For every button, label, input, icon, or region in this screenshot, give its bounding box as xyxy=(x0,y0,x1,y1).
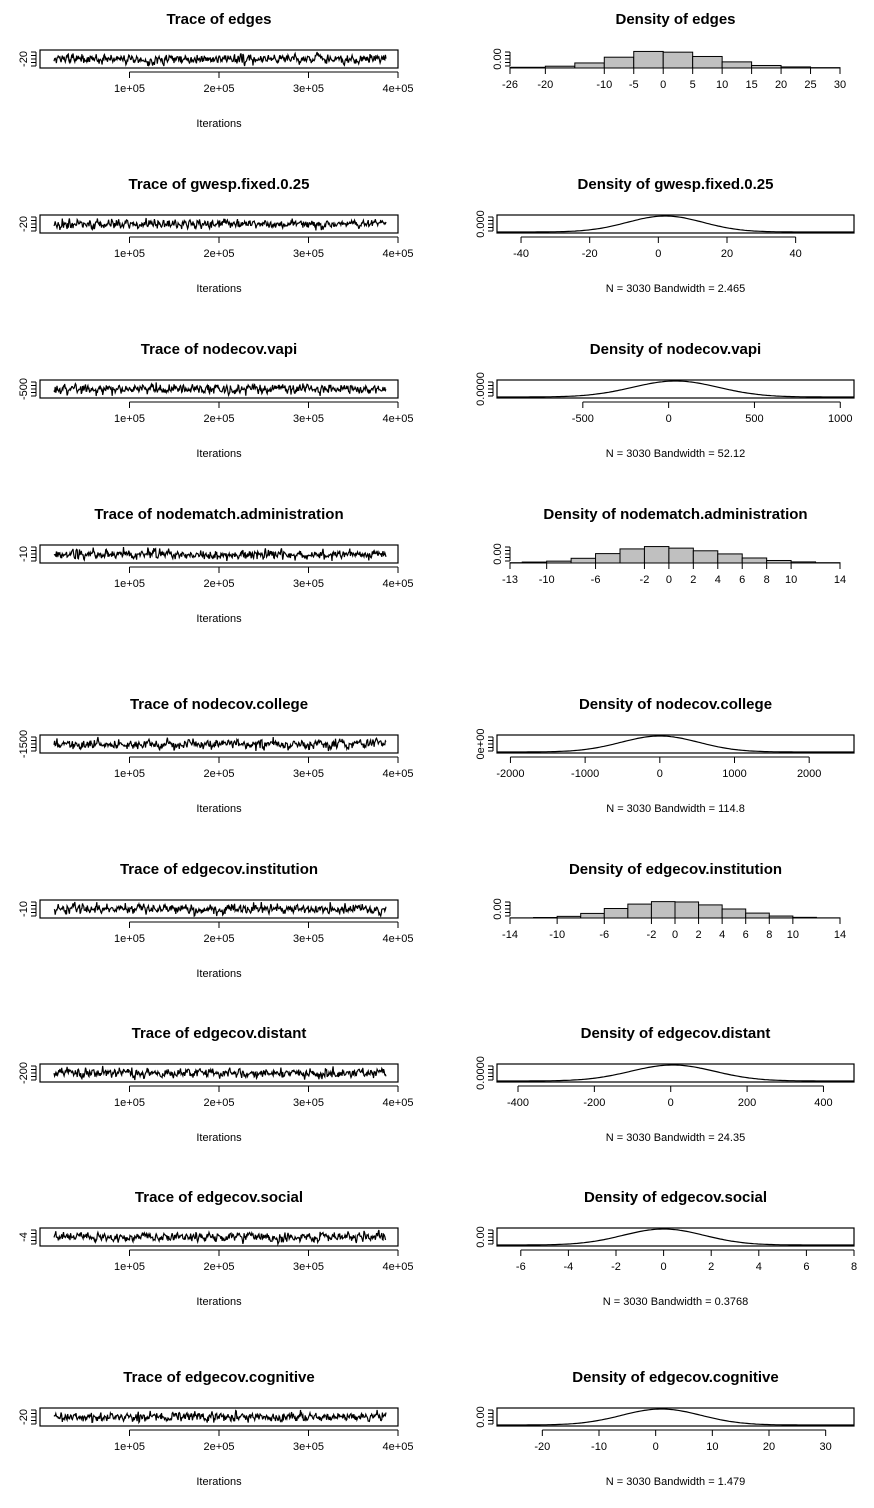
x-tick-label: 4e+05 xyxy=(382,933,414,945)
x-tick-label: 10 xyxy=(786,929,799,941)
x-tick-label: 10 xyxy=(716,79,729,91)
y-tick-label: 0e+00 xyxy=(475,728,487,760)
density-panel-0 xyxy=(492,11,846,91)
x-tick-label: 1e+05 xyxy=(114,768,145,780)
x-tick-label: 1e+05 xyxy=(114,933,145,945)
x-tick-label: 4 xyxy=(755,1261,762,1273)
x-axis-label: N = 3030 Bandwidth = 1.479 xyxy=(605,1476,746,1488)
histogram-bar xyxy=(793,917,817,918)
x-tick-label: 200 xyxy=(737,1097,757,1109)
density-panel-4 xyxy=(475,696,854,815)
histogram-bar xyxy=(604,57,633,68)
y-axis xyxy=(492,48,510,69)
y-tick-label: -4 xyxy=(18,1232,30,1242)
x-tick-label: 2e+05 xyxy=(203,1261,235,1273)
plot-frame xyxy=(497,380,854,398)
x-tick-label: -40 xyxy=(513,248,529,260)
density-panel-3 xyxy=(492,506,846,586)
density-curve xyxy=(497,736,854,752)
x-tick-label: 2 xyxy=(708,1261,715,1273)
x-tick-label: 3e+05 xyxy=(293,1261,324,1273)
histogram-bar xyxy=(596,554,620,563)
y-tick-label: -20 xyxy=(18,1409,30,1425)
x-tick-label: 15 xyxy=(745,79,758,91)
x-tick-label: 2e+05 xyxy=(203,768,235,780)
x-axis xyxy=(502,68,846,91)
trace-panel-2 xyxy=(18,341,413,460)
x-tick-label: 1e+05 xyxy=(114,83,145,95)
x-axis-label: Iterations xyxy=(196,118,242,130)
x-tick-label: 25 xyxy=(804,79,817,91)
x-tick-label: -20 xyxy=(581,248,598,260)
histogram-bar xyxy=(628,904,652,918)
y-axis xyxy=(475,372,493,406)
panel-title: Density of edgecov.distant xyxy=(580,1025,771,1042)
y-tick-label: -20 xyxy=(18,51,30,67)
x-tick-label: 400 xyxy=(814,1097,833,1109)
x-tick-label: 2e+05 xyxy=(203,933,235,945)
trace-series-line xyxy=(54,218,386,230)
x-tick-label: 20 xyxy=(774,79,788,91)
x-tick-label: 2e+05 xyxy=(203,1097,235,1109)
plot-frame xyxy=(497,1228,854,1246)
histogram-bar xyxy=(547,561,571,563)
x-tick-label: 6 xyxy=(739,574,746,586)
histogram-bar xyxy=(581,913,605,918)
x-tick-label: 1000 xyxy=(722,768,747,780)
x-axis xyxy=(114,567,413,590)
histogram-bar xyxy=(752,65,781,68)
y-axis xyxy=(475,1056,493,1090)
trace-panel-5 xyxy=(18,861,413,980)
histogram-bar xyxy=(510,67,545,68)
x-tick-label: 8 xyxy=(766,929,773,941)
x-axis-label: Iterations xyxy=(196,448,242,460)
x-tick-label: 3e+05 xyxy=(293,248,324,260)
histogram-bar xyxy=(675,902,699,918)
histogram-bar xyxy=(769,916,793,918)
x-tick-label: -26 xyxy=(502,79,518,91)
y-axis xyxy=(18,901,36,917)
y-tick-label: 0.00 xyxy=(475,1226,487,1248)
plot-frame xyxy=(497,1408,854,1426)
x-tick-label: 0 xyxy=(656,768,663,780)
y-tick-label: 0.00 xyxy=(492,48,504,70)
trace-panel-4 xyxy=(18,696,413,815)
histogram-bar xyxy=(575,63,604,68)
x-tick-label: 3e+05 xyxy=(293,933,324,945)
x-axis xyxy=(513,237,802,260)
x-tick-label: 1e+05 xyxy=(114,1441,145,1453)
y-tick-label: -1500 xyxy=(18,729,30,759)
x-tick-label: 20 xyxy=(720,248,734,260)
histogram-bar xyxy=(742,558,766,563)
histogram-bar xyxy=(718,554,742,563)
trace-series-line xyxy=(54,737,386,751)
x-tick-label: 0 xyxy=(667,1097,674,1109)
x-axis-label: Iterations xyxy=(196,803,242,815)
x-tick-label: 1e+05 xyxy=(114,248,145,260)
x-tick-label: -10 xyxy=(549,929,566,941)
x-axis xyxy=(114,402,413,425)
panel-title: Density of edgecov.cognitive xyxy=(572,1369,779,1386)
x-axis xyxy=(507,1086,833,1109)
x-tick-label: 3e+05 xyxy=(293,578,324,590)
x-tick-label: -5 xyxy=(628,79,639,91)
panel-title: Density of nodecov.college xyxy=(578,696,773,713)
y-tick-label: -10 xyxy=(18,546,30,562)
y-tick-label: 0.000 xyxy=(475,210,487,238)
panel-title: Trace of gwesp.fixed.0.25 xyxy=(128,176,310,193)
x-tick-label: 2 xyxy=(695,929,702,941)
histogram-bar xyxy=(791,562,815,563)
x-axis-label: N = 3030 Bandwidth = 114.8 xyxy=(606,803,745,815)
x-tick-label: 3e+05 xyxy=(293,1097,324,1109)
histogram-bar xyxy=(545,66,574,68)
x-tick-label: 2e+05 xyxy=(203,413,235,425)
x-axis-label: Iterations xyxy=(196,1296,242,1308)
x-tick-label: 6 xyxy=(803,1261,810,1273)
histogram-bar xyxy=(722,909,746,918)
x-tick-label: -1000 xyxy=(571,768,600,780)
trace-series-line xyxy=(54,1410,386,1423)
y-tick-label: -10 xyxy=(18,901,30,917)
x-axis xyxy=(114,922,413,945)
density-panel-2 xyxy=(475,341,854,460)
panel-title: Density of edgecov.institution xyxy=(568,861,783,878)
y-tick-label: -500 xyxy=(18,377,30,401)
y-axis xyxy=(475,210,493,238)
x-tick-label: 3e+05 xyxy=(293,83,324,95)
x-axis xyxy=(114,757,413,780)
histogram-bar xyxy=(634,51,663,68)
panel-title: Density of gwesp.fixed.0.25 xyxy=(577,176,774,193)
x-tick-label: -10 xyxy=(591,1441,607,1453)
trace-panel-3 xyxy=(18,506,413,625)
y-axis xyxy=(18,730,36,758)
histogram-bar xyxy=(746,913,770,918)
y-tick-label: 0.00 xyxy=(475,1406,487,1428)
x-tick-label: 10 xyxy=(706,1441,719,1453)
x-tick-label: 2e+05 xyxy=(203,578,235,590)
trace-panel-0 xyxy=(18,11,413,130)
x-tick-label: 14 xyxy=(833,929,847,941)
y-axis xyxy=(18,546,36,562)
histogram-bar xyxy=(669,548,693,563)
y-axis xyxy=(18,216,36,232)
plot-frame xyxy=(497,1064,854,1082)
x-tick-label: 2e+05 xyxy=(203,83,235,95)
x-tick-label: -2 xyxy=(646,929,657,941)
x-tick-label: 6 xyxy=(742,929,749,941)
x-tick-label: -6 xyxy=(515,1261,526,1273)
x-tick-label: 4e+05 xyxy=(382,1097,414,1109)
x-tick-label: -10 xyxy=(596,79,613,91)
x-tick-label: 3e+05 xyxy=(293,768,324,780)
x-axis-label: N = 3030 Bandwidth = 2.465 xyxy=(605,283,746,295)
x-tick-label: -13 xyxy=(502,574,518,586)
x-tick-label: 20 xyxy=(762,1441,776,1453)
x-axis-label: Iterations xyxy=(196,613,242,625)
x-tick-label: -14 xyxy=(502,929,518,941)
x-tick-label: 0 xyxy=(665,574,672,586)
x-tick-label: 5 xyxy=(689,79,696,91)
panel-title: Trace of edgecov.distant xyxy=(131,1025,307,1042)
x-tick-label: -400 xyxy=(506,1097,530,1109)
x-tick-label: 4 xyxy=(714,574,721,586)
density-curve xyxy=(497,216,854,232)
panel-title: Trace of nodecov.college xyxy=(129,696,309,713)
trace-series-line xyxy=(54,52,386,66)
y-axis xyxy=(18,1062,36,1084)
trace-panel-1 xyxy=(18,176,413,295)
x-axis xyxy=(114,237,413,260)
histogram-bar xyxy=(522,562,546,563)
x-tick-label: 30 xyxy=(833,79,847,91)
x-tick-label: 2e+05 xyxy=(203,248,235,260)
histogram-bar xyxy=(693,56,722,68)
x-axis xyxy=(114,72,413,95)
y-tick-label: 0.00 xyxy=(492,898,504,920)
x-tick-label: 4e+05 xyxy=(382,1441,414,1453)
x-tick-label: -6 xyxy=(590,574,601,586)
x-axis xyxy=(496,757,821,780)
y-tick-label: 0.0000 xyxy=(475,372,487,406)
x-tick-label: 4e+05 xyxy=(382,248,414,260)
panel-title: Trace of edgecov.social xyxy=(134,1189,304,1206)
histogram-bar xyxy=(781,67,810,68)
density-panel-8 xyxy=(475,1369,854,1488)
y-axis xyxy=(18,1409,36,1425)
y-axis xyxy=(475,729,493,760)
density-curve xyxy=(497,381,854,397)
x-tick-label: -2 xyxy=(639,574,650,586)
x-tick-label: -200 xyxy=(583,1097,606,1109)
x-tick-label: -20 xyxy=(537,79,554,91)
y-axis xyxy=(492,543,510,564)
density-curve xyxy=(497,1229,854,1245)
x-tick-label: 8 xyxy=(850,1261,858,1273)
trace-series-line xyxy=(54,547,386,561)
x-axis xyxy=(572,402,853,425)
density-panel-6 xyxy=(475,1025,854,1144)
y-axis xyxy=(18,378,36,400)
x-axis xyxy=(534,1430,831,1453)
x-tick-label: -500 xyxy=(571,413,594,425)
x-axis-label: N = 3030 Bandwidth = 52.12 xyxy=(605,448,746,460)
panel-title: Trace of nodecov.vapi xyxy=(140,341,298,358)
x-tick-label: 0 xyxy=(652,1441,659,1453)
density-panel-7 xyxy=(475,1189,857,1308)
panel-title: Trace of edgecov.institution xyxy=(119,861,319,878)
histogram-bar xyxy=(699,905,723,918)
density-curve xyxy=(497,1065,854,1081)
x-tick-label: 2000 xyxy=(796,768,822,780)
x-axis xyxy=(502,563,846,586)
y-axis xyxy=(475,1406,493,1427)
panel-title: Trace of edgecov.cognitive xyxy=(123,1369,315,1386)
histogram-bar xyxy=(557,916,581,918)
x-tick-label: 10 xyxy=(784,574,798,586)
histogram-bar xyxy=(663,52,692,68)
x-axis xyxy=(502,918,846,941)
histogram-bar xyxy=(644,547,668,563)
x-tick-label: 40 xyxy=(789,248,802,260)
trace-panel-8 xyxy=(18,1369,413,1488)
y-axis xyxy=(18,1230,36,1244)
x-tick-label: -10 xyxy=(538,574,555,586)
y-axis xyxy=(18,51,36,67)
y-tick-label: 0.00 xyxy=(492,543,504,565)
trace-series-line xyxy=(54,1066,386,1080)
x-tick-label: 0 xyxy=(660,79,667,91)
panel-title: Density of edgecov.social xyxy=(583,1189,768,1206)
y-tick-label: -20 xyxy=(18,216,30,232)
trace-series-line xyxy=(54,902,386,916)
x-tick-label: 4e+05 xyxy=(382,83,414,95)
density-panel-1 xyxy=(475,176,854,295)
x-axis xyxy=(114,1430,413,1453)
y-tick-label: -200 xyxy=(18,1061,30,1085)
x-tick-label: 4e+05 xyxy=(382,768,414,780)
x-axis xyxy=(114,1086,413,1109)
x-tick-label: -2 xyxy=(611,1261,621,1273)
x-tick-label: 4 xyxy=(719,929,726,941)
x-tick-label: 1e+05 xyxy=(114,413,145,425)
x-tick-label: -6 xyxy=(599,929,610,941)
histogram-bar xyxy=(693,551,717,563)
x-tick-label: -4 xyxy=(563,1261,574,1273)
x-tick-label: 2 xyxy=(690,574,697,586)
trace-panel-6 xyxy=(18,1025,413,1144)
x-tick-label: 2e+05 xyxy=(203,1441,235,1453)
histogram-bar xyxy=(620,549,644,563)
x-tick-label: 1e+05 xyxy=(114,1097,145,1109)
x-tick-label: 1e+05 xyxy=(114,578,145,590)
x-axis-label: N = 3030 Bandwidth = 0.3768 xyxy=(602,1296,749,1308)
histogram-bar xyxy=(651,902,675,918)
trace-series-line xyxy=(54,1230,386,1244)
x-axis-label: Iterations xyxy=(196,1132,242,1144)
x-tick-label: 8 xyxy=(763,574,770,586)
histogram-bar xyxy=(722,62,751,68)
x-axis xyxy=(516,1250,857,1273)
x-tick-label: 0 xyxy=(660,1261,667,1273)
x-axis-label: N = 3030 Bandwidth = 24.35 xyxy=(605,1132,746,1144)
trace-series-line xyxy=(54,382,386,396)
panel-title: Trace of edges xyxy=(166,11,272,28)
panel-title: Density of edges xyxy=(615,11,736,28)
x-axis xyxy=(114,1250,413,1273)
x-axis-label: Iterations xyxy=(196,1476,242,1488)
x-tick-label: 14 xyxy=(833,574,847,586)
x-tick-label: 4e+05 xyxy=(382,413,414,425)
x-tick-label: -20 xyxy=(534,1441,551,1453)
x-tick-label: 30 xyxy=(819,1441,832,1453)
panel-title: Density of nodecov.vapi xyxy=(589,341,762,358)
x-tick-label: 1000 xyxy=(828,413,853,425)
trace-panel-7 xyxy=(18,1189,413,1308)
x-axis-label: Iterations xyxy=(196,968,242,980)
y-axis xyxy=(475,1226,493,1247)
plot-frame xyxy=(497,215,854,233)
density-curve xyxy=(497,1409,854,1425)
density-panel-5 xyxy=(492,861,846,941)
x-tick-label: 3e+05 xyxy=(293,1441,324,1453)
x-axis-label: Iterations xyxy=(196,283,242,295)
histogram-bar xyxy=(571,558,595,563)
panel-title: Density of nodematch.administration xyxy=(543,506,808,523)
x-tick-label: 4e+05 xyxy=(382,1261,414,1273)
x-tick-label: 0 xyxy=(665,413,672,425)
y-axis xyxy=(492,898,510,919)
x-tick-label: 4e+05 xyxy=(382,578,414,590)
histogram-bar xyxy=(604,909,628,918)
x-tick-label: -2000 xyxy=(496,768,525,780)
histogram-bar xyxy=(767,560,791,563)
x-tick-label: 1e+05 xyxy=(114,1261,145,1273)
x-tick-label: 0 xyxy=(671,929,679,941)
x-tick-label: 0 xyxy=(655,248,662,260)
x-tick-label: 500 xyxy=(745,413,764,425)
x-tick-label: 3e+05 xyxy=(293,413,324,425)
y-tick-label: 0.0000 xyxy=(475,1056,487,1090)
panel-title: Trace of nodematch.administration xyxy=(94,506,344,523)
